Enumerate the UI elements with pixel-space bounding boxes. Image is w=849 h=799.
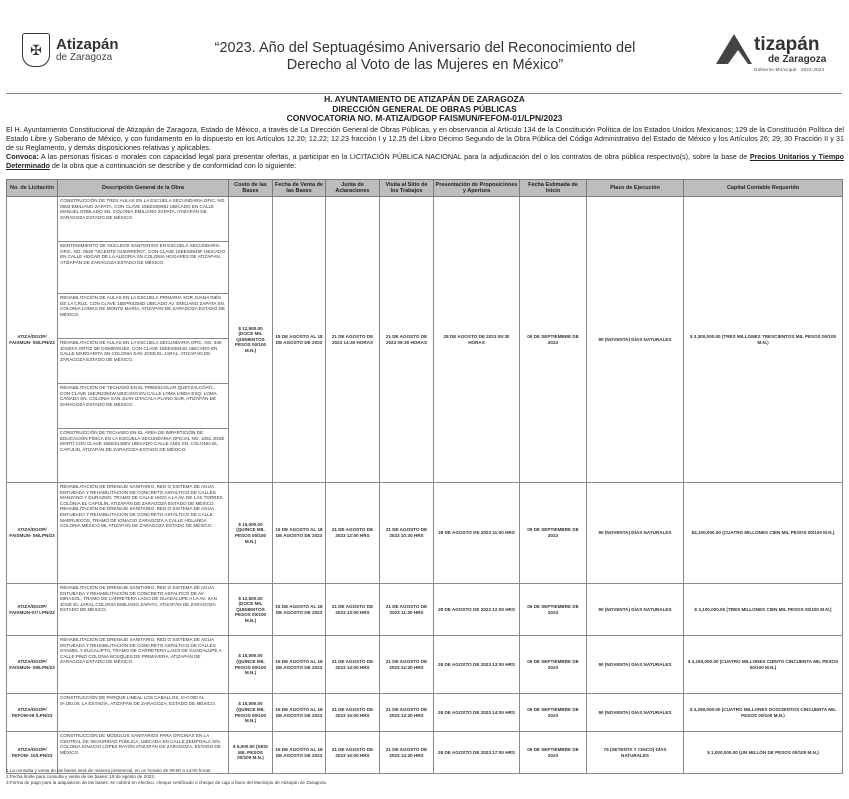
cell-inicio: 05 DE SEPTIEMBRE DE 2023 bbox=[520, 483, 587, 584]
cell-costo: $ 15,000.00 (QUINCE MIL PESOS 00/100 M.N.) bbox=[229, 694, 273, 732]
cell-capital: $ 4,150,000.00 (CUATRO MILLONES CIENTO CINCUENTA MIL PESOS 00/100 M.N.) bbox=[684, 636, 843, 694]
convoca-paragraph bbox=[6, 152, 844, 170]
cell-desc: REHABILITACIÓN DE DRENAJE SANITARIO, RED O SISTEMA DE AGUA ENTUBADA Y REHABILITACIÓN DE CONCRETO ASFALTICO DE CALLES MANZANO Y DURAZNO, TRAMO DE CALLE HIGO A LA AV. DE LAS TORRES COLONIA EL CAPULÍN, ATIZAPÁN DE ZARAGOZA ESTADO DE MÉXICO. REHABILITACIÓN DE DRENAJE SANITARIO, RED O SISTEMA DE AGUA ENTUBADA Y REHABILITACIÓN DE CONCRETO ASFALTICO DE CALLE MARRUECOS, TRAMO DE IGNACIO ZARAGOZA A CALLE HOLANDA COLONIA MÉXICO 86, ATIZAPÁN DE ZARAGOZA ESTADO DE MÉXICO. bbox=[58, 483, 229, 584]
cell-desc: REHABILITACIÓN DE DRENAJE SANITARIO, RED O SISTEMA DE AGUA ENTUBADA Y REHABILITACIÓN DE CONCRETO ASFALTICO DE AV. MIRASOL, TRAMO DE CARRETERA LAGO DE GUADALUPE A LA AV. SAN JOSÉ EL JARAL COLONIA EMILIANO ZAPATA, ATIZAPÁN DE ZARAGOZA ESTADO DE MÉXICO. bbox=[58, 584, 229, 636]
header-visita: Visita al Sitio de los Trabajos bbox=[380, 180, 434, 197]
convoca-end: de la obra que a continuación se describe y de conformidad con lo siguiente: bbox=[49, 161, 297, 170]
cell-visita: 21 DE AGOSTO DE 2023 14:30 HRS bbox=[380, 732, 434, 774]
cell-plazo: 90 (NOVENTA) DÍAS NATURALES bbox=[587, 197, 684, 483]
cell-desc: MANTENIMIENTO DE NÚCLEOS SANITARIOS EN ESCUELA SECUNDARIA OFIC. NO. 0540 "VICENTE GUERRERO", CON CLAVE 15EES0645F UBICADO EN CALLE HOGAR DE LA ALEGRÍA SN COLONIA HOGARES DE ATIZAPÁN, ATIZAPÁN DE ZARAGOZA ESTADO DE MÉXICO. bbox=[58, 242, 229, 294]
cell-inicio: 05 DE SEPTIEMBRE DE 2023 bbox=[520, 694, 587, 732]
cell-costo: $ 15,000.00 (QUINCE MIL PESOS 00/100 M.N.) bbox=[229, 483, 273, 584]
cell-presentacion: 28 DE AGOSTO DE 2023 11:00 HRS bbox=[434, 483, 520, 584]
title-line-2: DIRECCIÓN GENERAL DE OBRAS PÚBLICAS bbox=[332, 103, 517, 114]
cell-no: ATIZA/DGOP/ FAISMUN- 05/LPN/23 bbox=[7, 197, 58, 483]
cell-venta: 15 DE AGOSTO AL 18 DE AGOSTO DE 2023 bbox=[273, 694, 326, 732]
cell-costo: $ 12,500.00 (DOCE MIL QUINIENTOS PESOS 00/100 M.N.) bbox=[229, 197, 273, 483]
cell-plazo: 90 (NOVENTA) DÍAS NATURALES bbox=[587, 584, 684, 636]
cell-junta: 21 DE AGOSTO DE 2023 15:00 HRS bbox=[326, 694, 380, 732]
shield-icon: ✠ bbox=[22, 33, 50, 67]
header-motto: “2023. Año del Septuagésimo Aniversario del Reconocimiento del Derecho al Voto de las Mujeres en México” bbox=[214, 40, 636, 73]
left-logo-name: Atizapán bbox=[56, 35, 119, 53]
cell-desc: REHABILITACIÓN DE DRENAJE SANITARIO, RED O SISTEMA DE AGUA ENTUBADA Y REHABILITACIÓN DE CONCRETO ASFALTICO DE CALLES OYAMEL Y EUCALIPTO, TRAMO DE CARRETERA LAGO DE GUADALUPE A CALLE PINO COLONIA BOSQUES DE PRIMAVERA, ATIZAPÁN DE ZARAGOZA ESTADO DE MÉXICO. bbox=[58, 636, 229, 694]
cell-capital: $ 4,250,000.00 (CUATRO MILLONES DOSCIENTOS CINCUENTA MIL PESOS 00/100 M.N.) bbox=[684, 694, 843, 732]
cell-junta: 21 DE AGOSTO DE 2023 14:00 HRS bbox=[326, 636, 380, 694]
cell-no: ATIZA/DGOP/ FAISMUN- 08/LPN/23 bbox=[7, 636, 58, 694]
header-descripcion: Descripción General de la Obra bbox=[58, 180, 229, 197]
cell-no: ATIZA/DGOP/ FEFOM- 10/LPN/23 bbox=[7, 732, 58, 774]
header-no: No. de Licitación bbox=[7, 180, 58, 197]
table-row bbox=[7, 483, 843, 584]
header-venta: Fecha de Venta de las Bases bbox=[273, 180, 326, 197]
cell-presentacion: 28 DE AGOSTO DE 2023 09:30 HORAS bbox=[434, 197, 520, 483]
cell-junta: 21 DE AGOSTO DE 2023 14:30 HORAS bbox=[326, 197, 380, 483]
cell-junta: 21 DE AGOSTO DE 2023 12:00 HRS bbox=[326, 483, 380, 584]
cell-junta: 21 DE AGOSTO DE 2023 13:00 HRS bbox=[326, 584, 380, 636]
right-logo-name: tizapán bbox=[754, 34, 820, 55]
tender-table bbox=[6, 179, 843, 774]
cell-desc: REHABILITACIÓN DE AULAS EN LA ESCUELA SECUNDARIA OFIC. NO. 346 JOSEFA ORTIZ DE DOMÍNGUEZ, CON CLAVE 15EES0844G UBICADO EN CALLE MARGARITA SN COLONIA SAN JOSÉ EL JARAL, ATIZAPÁN DE ZARAGOZA ESTADO DE MÉXICO. bbox=[58, 339, 229, 384]
cell-venta: 15 DE AGOSTO AL 18 DE AGOSTO DE 2023 bbox=[273, 483, 326, 584]
cell-desc: CONSTRUCCIÓN DE MÓDULOS SANITARIOS PARA OFICINAS EN LA CENTRAL DE SEGURIDAD PÚBLICA, UBICADA EN CALLE ZEMPOALA S/N. COLONIA IGNACIO LÓPEZ RAYÓN ATIZAPÁN DE ZARAGOZA, ESTADO DE MÉXICO. bbox=[58, 732, 229, 774]
document-titles bbox=[0, 95, 849, 124]
cell-capital: $ 3,300,000.00 (TRES MILLONES TRESCIENTOS MIL PESOS 00/100 M.N.) bbox=[684, 197, 843, 483]
header-plazo: Plazo de Ejecución bbox=[587, 180, 684, 197]
cell-plazo: 90 (NOVENTA) DÍAS NATURALES bbox=[587, 483, 684, 584]
cell-venta: 15 DE AGOSTO AL 18 DE AGOSTO DE 2023 bbox=[273, 732, 326, 774]
cell-capital: $ 1,000,000.00 (UN MILLÓN DE PESOS 00/100 M.N.) bbox=[684, 732, 843, 774]
table-row bbox=[7, 584, 843, 636]
page-header bbox=[0, 0, 849, 92]
footnote: 1.La consulta y venta de las bases será de manera presencial, en un horario de 09:00 a 14:00 horas. bbox=[6, 768, 212, 773]
title-line-1: H. AYUNTAMIENTO DE ATIZAPÁN DE ZARAGOZA bbox=[324, 94, 525, 104]
table-row bbox=[7, 636, 843, 694]
title-line-3: CONVOCATORIA NO. M-ATIZA/DGOP FAISMUN/FEFOM-01/LPN/2023 bbox=[286, 113, 563, 123]
left-logo-sub: de Zaragoza bbox=[56, 51, 113, 63]
right-logo-sub: de Zaragoza bbox=[768, 54, 827, 65]
header-capital: Capital Contable Requerido bbox=[684, 180, 843, 197]
intro-text bbox=[6, 125, 844, 170]
convoca-bold: Precios Unitarios y Tiempo Determinado bbox=[6, 152, 844, 170]
cell-venta: 15 DE AGOSTO AL 18 DE AGOSTO DE 2023 bbox=[273, 197, 326, 483]
header-inicio: Fecha Estimada de Inicio bbox=[520, 180, 587, 197]
header-presentacion: Presentación de Proposiciones y Apertura bbox=[434, 180, 520, 197]
table-header-row bbox=[7, 180, 843, 197]
cell-visita: 21 DE AGOSTO DE 2023 10:30 HRS bbox=[380, 483, 434, 584]
footnote: 3.Forma de pago para la adquisición de las bases: se cubrirá en efectivo, cheque certificado o cheque de caja a favor del Municipio de Atizapán de Zaragoza. bbox=[6, 780, 327, 786]
cell-desc: REHABILITACIÓN DE AULAS EN LA ESCUELA PRIMARIA SOR JUANA INÉS DE LA CRUZ, CON CLAVE 15EPR4326D UBICADO AV. EMILIANO ZAPATA SN. COLONIA LOMAS DE MONTE MARÍA, ATIZAPÁN DE ZARAGOZA ESTADO DE MÉXICO. bbox=[58, 294, 229, 339]
cell-plazo: 90 (NOVENTA) DÍAS NATURALES bbox=[587, 636, 684, 694]
convoca-label: Convoca: bbox=[6, 152, 39, 161]
cell-presentacion: 28 DE AGOSTO DE 2023 12:00 HRS bbox=[434, 584, 520, 636]
cell-costo: $ 12,500.00 (DOCE MIL QUINIENTOS PESOS 00/100 M.N.) bbox=[229, 584, 273, 636]
cell-visita: 21 DE AGOSTO DE 2023 09:30 HORAS bbox=[380, 197, 434, 483]
cell-desc: CONSTRUCCIÓN DE TECHADO EN EL ÁREA DE IMPARTICIÓN DE EDUCACIÓN FÍSICA EN LA ESCUELA SECUNDARIA OFICIAL NO. 1051 JOSÉ MARTÍ CON CLAVE 15EES1380V UBICADO CALLE ANÍS SN. COLONIA EL CAPULÍN, ATIZAPÁN DE ZARAGOZA ESTADO DE MÉXICO. bbox=[58, 429, 229, 483]
cell-presentacion: 28 DE AGOSTO DE 2023 13:00 HRS bbox=[434, 636, 520, 694]
cell-visita: 21 DE AGOSTO DE 2023 11:30 HRS bbox=[380, 584, 434, 636]
cell-plazo: 75 (SETENTA Y CINCO) DÍAS NATURALES bbox=[587, 732, 684, 774]
cell-no: ATIZA/DGOP/ FAISMUN- 06/LPN/23 bbox=[7, 483, 58, 584]
cell-costo: $ 6,000.00 (SEIS MIL PESOS 00/100 M.N.) bbox=[229, 732, 273, 774]
convoca-text: A las personas físicas o morales con capacidad legal para presentar ofertas, a participar en la LICITACIÓN PÚBLICA NACIONAL para la adjudicación del o los contratos de obra pública respectivo(s), sobre la base de bbox=[38, 152, 750, 161]
cell-visita: 21 DE AGOSTO DE 2023 13:30 HRS bbox=[380, 694, 434, 732]
cell-visita: 21 DE AGOSTO DE 2023 12:30 HRS bbox=[380, 636, 434, 694]
cell-capital: $ 3,100,000.00 (TRES MILLONES CIEN MIL PESOS 00/100 M.N.) bbox=[684, 584, 843, 636]
government-logo bbox=[716, 30, 836, 80]
table-row bbox=[7, 197, 843, 242]
cell-plazo: 90 (NOVENTA) DÍAS NATURALES bbox=[587, 694, 684, 732]
cell-capital: $4,100,000.00 (CUATRO MILLONES CIEN MIL PESOS 00/100 M.N.) bbox=[684, 483, 843, 584]
cell-inicio: 05 DE SEPTIEMBRE DE 2023 bbox=[520, 197, 587, 483]
cell-inicio: 05 DE SEPTIEMBRE DE 2023 bbox=[520, 732, 587, 774]
cell-venta: 15 DE AGOSTO AL 18 DE AGOSTO DE 2023 bbox=[273, 636, 326, 694]
header-junta: Junta de Aclaraciones bbox=[326, 180, 380, 197]
cell-venta: 15 DE AGOSTO AL 18 DE AGOSTO DE 2023 bbox=[273, 584, 326, 636]
cell-no: ATIZA/DGOP/ FEFOM-09 /LPN/23 bbox=[7, 694, 58, 732]
cell-inicio: 05 DE SEPTIEMBRE DE 2023 bbox=[520, 636, 587, 694]
footnotes bbox=[6, 768, 844, 787]
header-costo: Costo de las Bases bbox=[229, 180, 273, 197]
cell-desc: CONSTRUCCIÓN DE PARQUE LINEAL LOS CABALLOS, 0+0.000 AL 0+180.00, LA ESTADÍA, ATIZAPÁN DE ZARAGOZA, ESTADO DE MÉXICO. bbox=[58, 694, 229, 732]
cell-desc: REHABILITACIÓN DE TECHADO EN EL PREESCOLAR QUETZALCÓATL, CON CLAVE 15EJN2354W UBICADO EN CALLE LOMA LINDA ESQ. LOMA CAÑADA SN. COLONIA SAN JUAN IZTACALA PLANO SUR, ATIZAPÁN DE ZARAGOZA ESTADO DE MÉXICO. bbox=[58, 384, 229, 429]
cell-presentacion: 28 DE AGOSTO DE 2023 14:00 HRS bbox=[434, 694, 520, 732]
right-logo-tag: Gobierno Municipal · 2022-2024 bbox=[754, 67, 825, 72]
cell-inicio: 05 DE SEPTIEMBRE DE 2023 bbox=[520, 584, 587, 636]
footnote: 2.Fecha límite para consulta y venta de las bases: 18 de agosto de 2023. bbox=[6, 774, 156, 780]
cell-desc: CONSTRUCCIÓN DE TRES AULAS EN LA ESCUELA SECUNDARIA OFIC. NO. 0693 EMILIANO ZAPATA, CON CLAVE 15EES0098J UBICADO EN CALLE MANUEL DOBLADO SN. COLONIA EMILIANO ZAPATA, ATIZAPÁN DE ZARAGOZA ESTADO DE MÉXICO. bbox=[58, 197, 229, 242]
cell-junta: 21 DE AGOSTO DE 2023 16:00 HRS bbox=[326, 732, 380, 774]
municipal-logo bbox=[22, 30, 142, 70]
cell-costo: $ 15,000.00 (QUINCE MIL PESOS 00/100 M.N.) bbox=[229, 636, 273, 694]
table-row bbox=[7, 694, 843, 732]
cell-no: ATIZA/DGOP/ FAISMUN-07/ LPN/23 bbox=[7, 584, 58, 636]
cell-presentacion: 28 DE AGOSTO DE 2023 17:00 HRS bbox=[434, 732, 520, 774]
intro-body: El H. Ayuntamiento Constitucional de Atizapán de Zaragoza, Estado de México, a través de La Dirección General de Obras Públicas, y en observancia al Artículo 134 de la Constitución Política de los Estados Unidos Mexicanos; 129 de la Constitución Política del Estado Libre y Soberano de México, y con fundamento en lo dispuesto en los Artículos 12.20; 12.22; 12.23 fracción I y 12.25 del Libro Décimo Segundo de la Obra Pública del Código Administrativo del Estado de México y los Artículos 26; 29; 30 Fracción II y 31 de su Reglamento, y demás disposiciones relativas y aplicables. bbox=[6, 125, 844, 152]
